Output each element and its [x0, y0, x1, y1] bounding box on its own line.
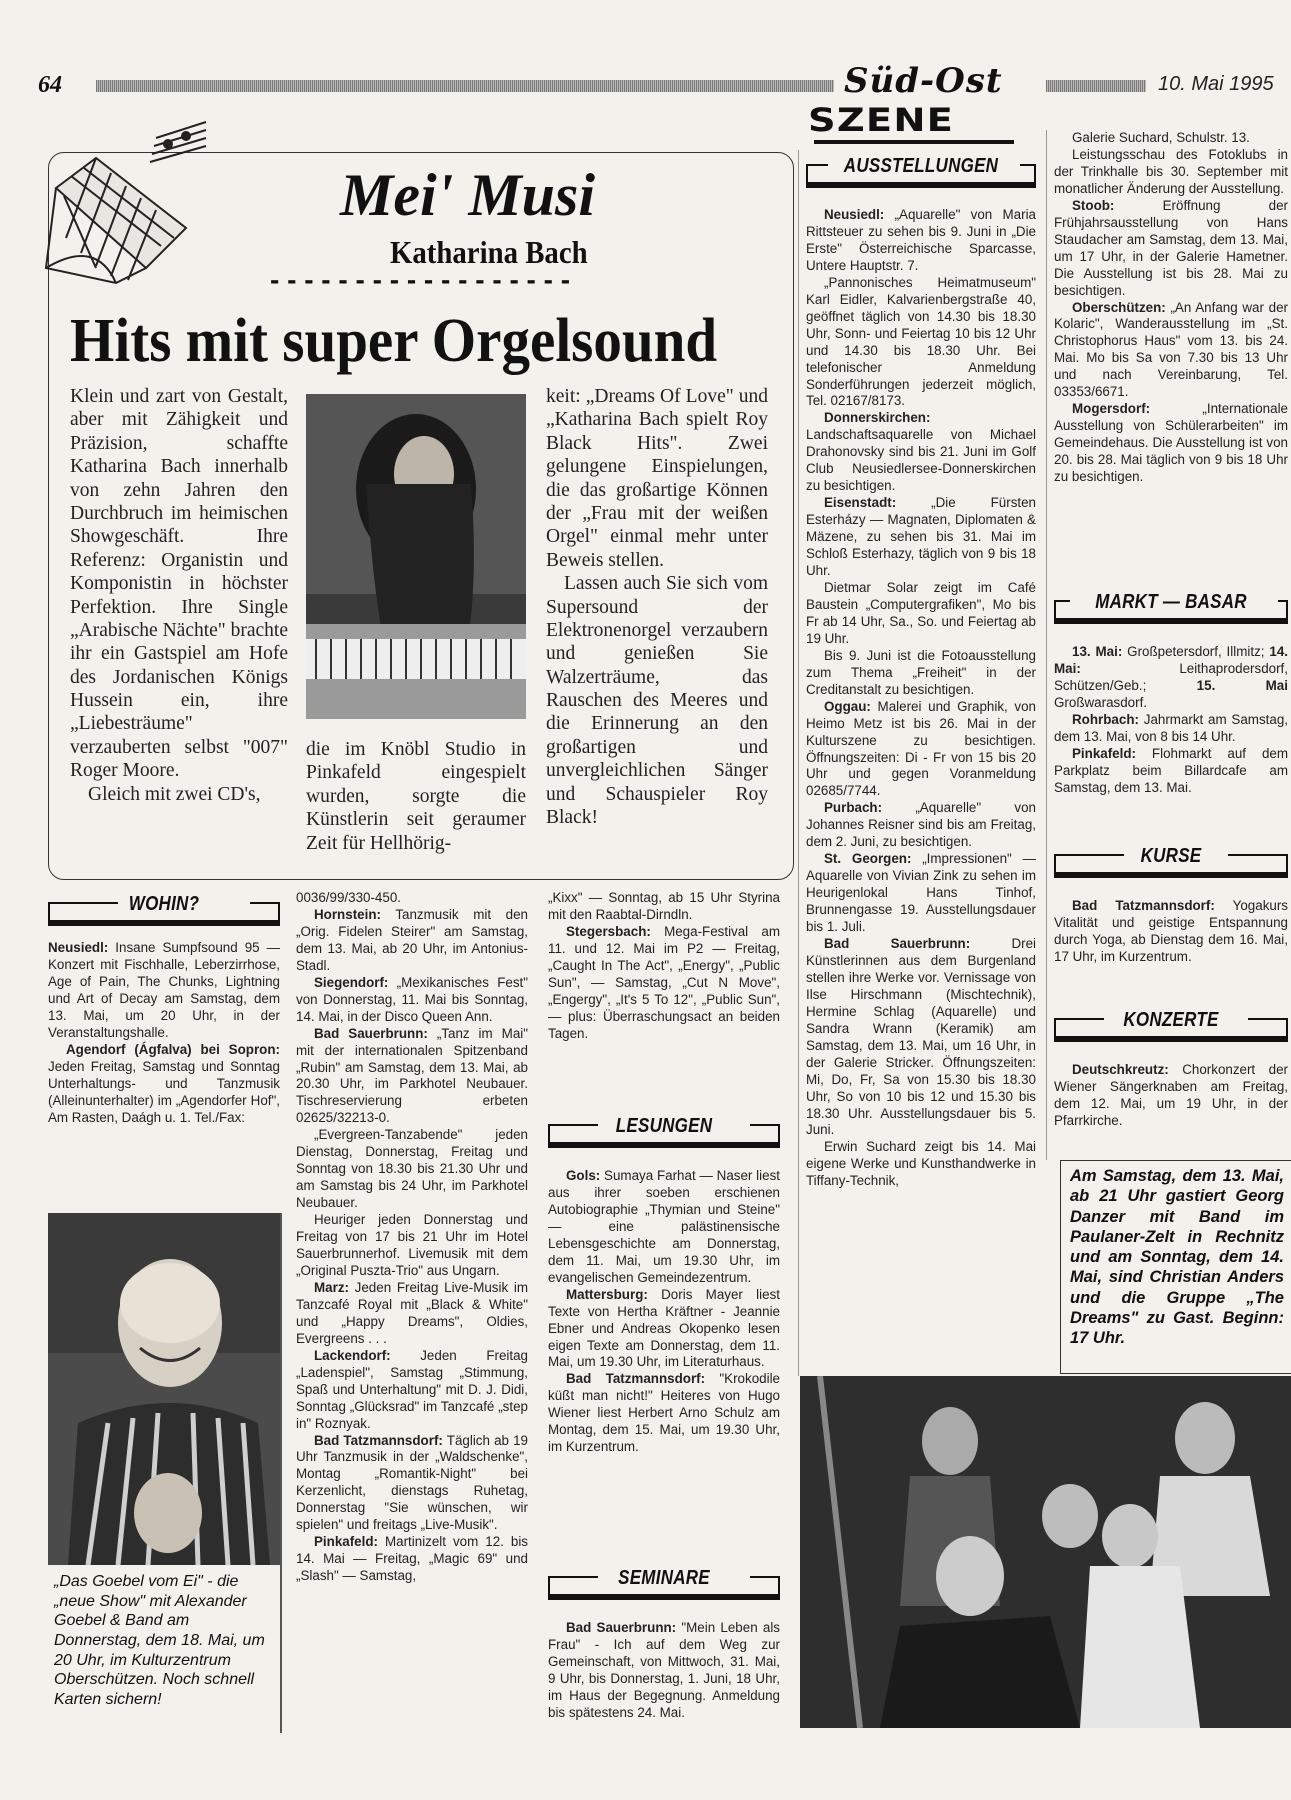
section-ausstellungen-label: AUSSTELLUNGEN: [843, 155, 999, 177]
section-wohin: [48, 888, 280, 930]
caption-divider-1: [280, 1213, 282, 1733]
aus-foto: Bis 9. Juni ist die Fotoausstellung zum Thema „Freiheit" in der Creditanstalt zu besichtigen.: [806, 647, 1036, 697]
col3-text: [548, 890, 780, 1043]
wohin-kixx: „Kixx" — Sonntag, ab 15 Uhr Styrina mit den Raabtal-Dirndln.: [548, 890, 780, 922]
section-wohin-label: WOHIN?: [128, 893, 200, 915]
wohin-siegendorf: Siegendorf: „Mexikanisches Fest" von Donnerstag, 11. Mai bis Sonntag, 14. Mai, in der Disco Queen Ann.: [296, 974, 528, 1024]
logo-bottom: SZENE: [808, 101, 955, 139]
col-rule-5: [1046, 130, 1047, 1160]
aus-purbach: Purbach: „Aquarelle" von Johannes Reisner sind bis am Freitag, dem 2. Juni, zu besichtigen.: [806, 800, 1036, 850]
markt-pinkafeld: Pinkafeld: Flohmarkt auf dem Parkplatz beim Billardcafe am Samstag, dem 13. Mai.: [1054, 745, 1288, 795]
col5-konzerte: [1054, 1062, 1288, 1130]
wohin-hornstein: Hornstein: Tanzmusik mit den „Orig. Fidelen Steirer" am Samstag, dem 13. Mai, ab 20 Uhr, im Antonius-Stadl.: [296, 906, 528, 973]
feature-text-1b: Gleich mit zwei CD's,: [88, 783, 261, 805]
feature-title: Mei' Musi: [340, 162, 596, 228]
wohin-marz: Marz: Jeden Freitag Live-Musik im Tanzcafé Royal mit „Black & White" und „Happy Dreams", Oldies, Evergreens . . .: [296, 1279, 528, 1346]
danzer-photo: [800, 1376, 1291, 1728]
col5-kurse: [1054, 898, 1288, 966]
section-ausstellungen: [806, 150, 1036, 192]
feature-col-1: [70, 385, 288, 806]
feature-text-3a: keit: „Dreams Of Love" und „Katharina Bach spielt Roy Black Hits". Zwei gelungene Einspielungen, die das großartige Können der „Frau mit der weißen Orgel" einmal mehr unter Beweis stellen.: [546, 386, 768, 571]
lesung-gols: Gols: Sumaya Farhat — Naser liest aus ihrer soeben erschienen Autobiographie „Thymian und Steine" — eine palästinensische Lebensgeschichte am Donnerstag, dem 11. Mai, um 19.30 Uhr, im evangelischen Gemeindezentrum.: [548, 1168, 780, 1285]
section-seminare-label: SEMINARE: [618, 1567, 710, 1589]
wohin-sauerbrunn: Bad Sauerbrunn: „Tanz im Mai" mit der internationalen Spitzenband „Rubin" am Samstag, dem 13. Mai, ab 20.30 Uhr, im Parkhotel Neubauer. Tischreservierung erbeten 02625/32213-0.: [296, 1025, 528, 1126]
markt-dates: 13. Mai: Großpetersdorf, Illmitz; 14. Mai: Leithaprodersdorf, Schützen/Geb.; 15. Mai Großwarasdorf.: [1054, 644, 1288, 710]
aus-oggau: Oggau: Malerei und Graphik, von Heimo Metz ist bis 26. Mai in der Kulturszene zu besichtigen. Öffnungszeiten: Di - Fr von 15 bis 20 Uhr und gegen Voranmeldung 02685/7744.: [806, 698, 1036, 799]
aus-eisenstadt: Eisenstadt: „Die Fürsten Esterházy — Magnaten, Diplomaten & Mäzene, zu sehen bis 31. Mai im Schloß Esterhazy, täglich von 9 bis 18 Uhr.: [806, 495, 1036, 579]
lesung-tatzmannsdorf: Bad Tatzmannsdorf: "Krokodile küßt man nicht!" Heiteres von Hugo Wiener liest Herbert Arno Schulz am Montag, dem 15. Mai, um 19.30 Uhr, im Kurzentrum.: [548, 1371, 780, 1455]
seminar-sauerbrunn: Bad Sauerbrunn: "Mein Leben als Frau" - Ich auf dem Weg zur Gemeinschaft, von Mittwoch, 31. Mai, 9 Uhr, bis Donnerstag, 1. Juni, 18 Uhr, im Haus der Begegnung. Anmeldung bis spätestens 24. Mai.: [548, 1620, 781, 1720]
feature-photo: [306, 394, 526, 719]
wohin-stegersbach: Stegersbach: Mega-Festival am 11. und 12. Mai im P2 — Freitag, „Caught In The Act", „Energy", „Public Sun", — Samstag, „Cut N Move", „Engergy", „It's 5 To 12", „Public Sun", — plus: Überraschungsact an beiden Tagen.: [548, 923, 780, 1041]
aus-oberschuetzen: Oberschützen: „An Anfang war der Kolaric", Wanderausstellung im „St. Christophorus Haus" vom 13. bis 24. Mai. Mo bis Sa von 7.30 bis 13 Uhr und nach Vereinbarung, Tel. 03353/6671.: [1054, 299, 1288, 400]
section-markt-label: MARKT — BASAR: [1095, 591, 1247, 613]
feature-author: Katharina Bach: [390, 234, 588, 270]
feature-col-2: [306, 738, 526, 855]
feature-text-3b: Lassen auch Sie sich vom Supersound der Elektronenorgel verzaubern und genießen Sie Walzerträume, das Rauschen des Meeres und die Erinnerung an den großartigen und unvergleichlichen Sänger und Schauspieler Roy Black!: [546, 573, 768, 829]
danzer-caption: Am Samstag, dem 13. Mai, ab 21 Uhr gastiert Georg Danzer mit Band im Paulaner-Zelt in Rechnitz und am Sonntag, dem 14. Mai, sind Christian Anders und die Gruppe „The Dreams" zu Gast. Beginn: 17 Uhr.: [1070, 1167, 1284, 1348]
aus-sauerbrunn: Bad Sauerbrunn: Drei Künstlerinnen aus dem Burgenland stellen ihre Werke vor. Vernissage von Ilse Hirschmann (Mischtechnik), Hermine Schlag (Aquarelle) und Sandra Wrann (Keramik) am Samstag, dem 13. Mai, um 16 Uhr, in der Galerie Stricker. Öffnungszeiten: Mi, Do, Fr, Sa von 15.30 bis 18.30 Uhr, So von 10 bis 12 und 15.30 bis 18.30 Uhr. Ausstellungsdauer bis 5. Juni.: [806, 935, 1036, 1138]
aus-donnerskirchen: Donnerskirchen: Landschaftsaquarelle von Michael Drahonovsky sind bis 21. Juni im Golf Club Neusiedlersee-Donnerskirchen zu besichtigen.: [806, 410, 1036, 494]
section-konzerte-label: KONZERTE: [1123, 1009, 1219, 1031]
logo: [808, 60, 1048, 156]
accordion-icon: [36, 118, 211, 288]
col3-lesungen: [548, 1168, 780, 1456]
aus-stoob: Stoob: Eröffnung der Frühjahrsausstellung von Hans Staudacher am Samstag, dem 13. Mai, um 17 Uhr, in der Galerie Hametner. Die Ausstellung ist bis 28. Mai zu besichtigen.: [1054, 197, 1288, 298]
section-lesungen: [548, 1110, 780, 1152]
col4-text: [806, 207, 1036, 1190]
col5-markt: [1054, 644, 1288, 797]
aus-mogersdorf: Mogersdorf: „Internationale Ausstellung von Schülerarbeiten" im Gemeindehaus. Die Ausstellung ist von 20. bis 28. Mai täglich von 9 bis 18 Uhr zu besichtigen.: [1054, 401, 1288, 485]
wohin-neusiedl: Neusiedl: Insane Sumpfsound 95 — Konzert mit Fischhalle, Leberzirrhose, Age of Pain, The Chunks, Lightning und Art of Decay am Samstag, dem 13. Mai, um 20 Uhr, in der Veranstaltungshalle.: [48, 940, 280, 1040]
col1-text: [48, 940, 280, 1126]
goebel-photo: [48, 1213, 280, 1565]
lesung-mattersburg: Mattersburg: Doris Mayer liest Texte von Hertha Kräftner - Jeannie Ebner und Andreas Okopenko lesen eigen Texte am Donnerstag, dem 11. Mai, um 19.30 Uhr, im Literaturhaus.: [548, 1286, 780, 1370]
section-kurse: [1054, 840, 1288, 882]
aus-solar: Dietmar Solar zeigt im Café Baustein „Computergrafiken", Mo bis Fr ab 14 Uhr, Sa., So. und Feiertag ab 19 Uhr.: [806, 579, 1036, 646]
feature-headline: Hits mit super Orgelsound: [70, 307, 718, 375]
goebel-caption: „Das Goebel vom Ei" - die „neue Show" mit Alexander Goebel & Band am Donnerstag, dem 18. Mai, um 20 Uhr, im Kulturzentrum Oberschützen. Noch schnell Karten sichern!: [54, 1573, 265, 1709]
logo-top: Süd-Ost: [844, 61, 1003, 101]
aus-suchard: Erwin Suchard zeigt bis 14. Mai eigene Werke und Kunsthandwerke in Tiffany-Technik,: [806, 1139, 1036, 1189]
wohin-heuriger: Heuriger jeden Donnerstag und Freitag von 17 bis 21 Uhr im Hotel Sauerbrunnerhof. Livemusik mit dem „Original Puszta-Trio" aus Ungarn.: [296, 1212, 528, 1278]
col-rule-4: [798, 150, 799, 1376]
konzert-deutschkreutz: Deutschkreutz: Chorkonzert der Wiener Sängerknaben am Freitag, dem 12. Mai, um 19 Uhr, in der Pfarrkirche.: [1054, 1062, 1288, 1128]
wohin-evergreen: „Evergreen-Tanzabende" jeden Dienstag, Donnerstag, Freitag und Sonntag von 18.30 bis 21.30 Uhr und am Samstag bis 24 Uhr, im Parkhotel Neubauer.: [296, 1127, 528, 1211]
feature-text-2: die im Knöbl Studio in Pinkafeld eingespielt wurden, sorgte die Künstlerin seit geraumer Zeit für Hellhörig-: [306, 739, 526, 854]
wohin-lackendorf: Lackendorf: Jeden Freitag „Ladenspiel", Samstag „Stimmung, Spaß und Unterhaltung" mit D. J. Didi, Sonntag „Glücksrad" im Tanzcafé „step in" Roznyak.: [296, 1347, 528, 1431]
logo-underline: [814, 140, 1014, 144]
issue-date: 10. Mai 1995: [1158, 73, 1274, 95]
aus-leistungsschau: Leistungsschau des Fotoklubs in der Trinkhalle bis 30. September mit monatlicher Änderung der Ausstellung.: [1054, 146, 1288, 196]
page-number: 64: [38, 72, 62, 98]
feature-dashes: - - - - - - - - - - - - - - - - - -: [270, 264, 571, 295]
section-markt: [1054, 586, 1288, 628]
aus-galerie: Galerie Suchard, Schulstr. 13.: [1072, 130, 1250, 145]
wohin-tatzmannsdorf: Bad Tatzmannsdorf: Täglich ab 19 Uhr Tanzmusik in der „Waldschenke", Montag „Romantik-Night" bei Kerzenlicht, dienstags Ruhetag, Donnerstag "Sie wünschen, wir spielen" und freitags „Live-Musik".: [296, 1432, 529, 1533]
section-kurse-label: KURSE: [1140, 845, 1202, 867]
header-rule-right: [1046, 80, 1146, 92]
section-lesungen-label: LESUNGEN: [615, 1115, 713, 1137]
header-rule-left: [96, 80, 834, 92]
feature-col-3: [546, 385, 768, 829]
section-konzerte: [1054, 1004, 1288, 1046]
organist-photo: [306, 394, 526, 719]
col5-text: [1054, 130, 1288, 486]
aus-pannonisch: „Pannonisches Heimatmuseum" Karl Eidler, Kalvarienbergstraße 40, geöffnet täglich von 14.30 bis 18.30 Uhr, Sonn- und Feiertag 10 bis 12 Uhr und 14.30 bis 18.30 Uhr. Bei telefonischer Anmeldung Sonderführungen jederzeit möglich, Tel. 02167/8173.: [806, 274, 1036, 409]
aus-neusiedl: Neusiedl: „Aquarelle" von Maria Rittsteuer zu sehen bis 9. Juni in „Die Erste" Österreichische Sparcasse, Untere Hauptstr. 7.: [806, 207, 1036, 273]
wohin-agendorf: Agendorf (Ágfalva) bei Sopron: Jeden Freitag, Samstag und Sonntag Unterhaltungs- und Tanzmusik (Alleinunterhalter) im „Agendorfer Hof", Am Rasten, Daágh u. 1. Tel./Fax:: [48, 1041, 280, 1125]
kurs-tatzmannsdorf: Bad Tatzmannsdorf: Yogakurs Vitalität und geistige Entspannung durch Yoga, ab Dienstag dem 16. Mai, 17 Uhr, im Kurzentrum.: [1054, 898, 1288, 964]
col2-text: [296, 890, 528, 1585]
markt-rohrbach: Rohrbach: Jahrmarkt am Samstag, dem 13. Mai, von 8 bis 14 Uhr.: [1054, 711, 1288, 744]
section-seminare: [548, 1562, 780, 1604]
wohin-pinkafeld: Pinkafeld: Martinizelt vom 12. bis 14. Mai — Freitag, „Magic 69" und „Slash" — Samstag,: [296, 1534, 528, 1584]
col3-seminare: [548, 1620, 780, 1722]
feature-text-1: Klein und zart von Gestalt, aber mit Zähigkeit und Präzision, schaffte Katharina Bach innerhalb von zehn Jahren den Durchbruch im heimischen Showgeschäft. Ihre Referenz: Organistin und Komponistin in höchster Perfektion. Ihre Single „Arabische Nächte" brachte ihr ein Gastspiel am Hofe des Jordanischen Königs Hussein ein, ihre „Liebesträume" verzauberten selbst "007" Roger Moore.: [70, 386, 289, 782]
wohin-phone: 0036/99/330-450.: [296, 890, 401, 905]
aus-st-georgen: St. Georgen: „Impressionen" — Aquarelle von Vivian Zink zu sehen im Heurigenlokal Hans Tinhof, Brunnengasse 19. Ausstellungsdauer bis 1. Juli.: [806, 851, 1036, 935]
